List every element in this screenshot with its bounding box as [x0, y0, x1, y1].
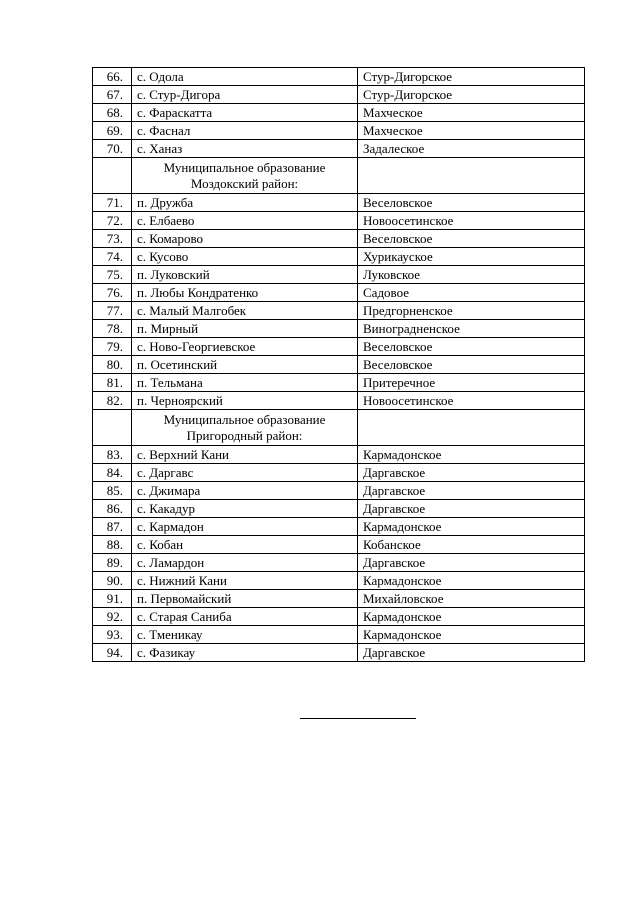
- empty-cell: [358, 158, 585, 194]
- rural-settlement: Стур-Дигорское: [358, 68, 585, 86]
- settlements-table: [92, 67, 585, 662]
- locality-name: с. Одола: [132, 68, 358, 86]
- row-number: 78.: [93, 320, 132, 338]
- closing-line: [300, 718, 416, 719]
- table-row: [93, 644, 585, 662]
- table-row: [93, 338, 585, 356]
- locality-name: с. Ламардон: [132, 554, 358, 572]
- locality-name: п. Первомайский: [132, 590, 358, 608]
- locality-name: с. Даргавс: [132, 464, 358, 482]
- table-row: [93, 446, 585, 464]
- table-row: [93, 266, 585, 284]
- locality-name: п. Любы Кондратенко: [132, 284, 358, 302]
- table-row: [93, 626, 585, 644]
- locality-name: с. Фазикау: [132, 644, 358, 662]
- table-row: [93, 590, 585, 608]
- row-number: 89.: [93, 554, 132, 572]
- row-number: 67.: [93, 86, 132, 104]
- rural-settlement: Веселовское: [358, 356, 585, 374]
- locality-name: с. Кусово: [132, 248, 358, 266]
- locality-name: с. Фараскатта: [132, 104, 358, 122]
- rural-settlement: Даргавское: [358, 500, 585, 518]
- table-row: [93, 68, 585, 86]
- row-number: 69.: [93, 122, 132, 140]
- rural-settlement: Хурикауское: [358, 248, 585, 266]
- rural-settlement: Кармадонское: [358, 518, 585, 536]
- table-row: [93, 104, 585, 122]
- rural-settlement: Кармадонское: [358, 572, 585, 590]
- locality-name: с. Малый Малгобек: [132, 302, 358, 320]
- rural-settlement: Даргавское: [358, 554, 585, 572]
- rural-settlement: Кармадонское: [358, 608, 585, 626]
- table-row: [93, 320, 585, 338]
- locality-name: п. Луковский: [132, 266, 358, 284]
- locality-name: с. Комарово: [132, 230, 358, 248]
- rural-settlement: Кармадонское: [358, 446, 585, 464]
- locality-name: с. Ново-Георгиевское: [132, 338, 358, 356]
- table-row: [93, 518, 585, 536]
- locality-name: п. Тельмана: [132, 374, 358, 392]
- row-number: 83.: [93, 446, 132, 464]
- table-row: [93, 500, 585, 518]
- row-number: 88.: [93, 536, 132, 554]
- table-row: [93, 248, 585, 266]
- row-number: 77.: [93, 302, 132, 320]
- table-row: [93, 554, 585, 572]
- locality-name: с. Старая Саниба: [132, 608, 358, 626]
- locality-name: с. Тменикау: [132, 626, 358, 644]
- locality-name: с. Стур-Дигора: [132, 86, 358, 104]
- row-number: 84.: [93, 464, 132, 482]
- row-number: 66.: [93, 68, 132, 86]
- row-number: 81.: [93, 374, 132, 392]
- locality-name: с. Верхний Кани: [132, 446, 358, 464]
- rural-settlement: Веселовское: [358, 194, 585, 212]
- section-header-row: [93, 410, 585, 446]
- table-row: [93, 194, 585, 212]
- empty-cell: [93, 158, 132, 194]
- rural-settlement: Новоосетинское: [358, 212, 585, 230]
- row-number: 70.: [93, 140, 132, 158]
- section-header: Муниципальное образование Моздокский район:: [132, 158, 358, 194]
- rural-settlement: Веселовское: [358, 230, 585, 248]
- table-row: [93, 230, 585, 248]
- table-row: [93, 464, 585, 482]
- rural-settlement: Даргавское: [358, 482, 585, 500]
- row-number: 79.: [93, 338, 132, 356]
- table-row: [93, 284, 585, 302]
- table-row: [93, 374, 585, 392]
- rural-settlement: Луковское: [358, 266, 585, 284]
- section-header-row: [93, 158, 585, 194]
- rural-settlement: Новоосетинское: [358, 392, 585, 410]
- settlements-table-body: [93, 68, 585, 662]
- row-number: 91.: [93, 590, 132, 608]
- rural-settlement: Даргавское: [358, 644, 585, 662]
- rural-settlement: Даргавское: [358, 464, 585, 482]
- section-header: Муниципальное образование Пригородный район:: [132, 410, 358, 446]
- row-number: 85.: [93, 482, 132, 500]
- locality-name: с. Кобан: [132, 536, 358, 554]
- table-row: [93, 572, 585, 590]
- row-number: 74.: [93, 248, 132, 266]
- empty-cell: [93, 410, 132, 446]
- locality-name: п. Дружба: [132, 194, 358, 212]
- row-number: 80.: [93, 356, 132, 374]
- table-row: [93, 536, 585, 554]
- locality-name: с. Нижний Кани: [132, 572, 358, 590]
- rural-settlement: Садовое: [358, 284, 585, 302]
- row-number: 75.: [93, 266, 132, 284]
- table-row: [93, 86, 585, 104]
- table-row: [93, 356, 585, 374]
- rural-settlement: Предгорненское: [358, 302, 585, 320]
- rural-settlement: Махческое: [358, 122, 585, 140]
- locality-name: с. Джимара: [132, 482, 358, 500]
- row-number: 90.: [93, 572, 132, 590]
- rural-settlement: Виноградненское: [358, 320, 585, 338]
- rural-settlement: Кобанское: [358, 536, 585, 554]
- row-number: 72.: [93, 212, 132, 230]
- rural-settlement: Притеречное: [358, 374, 585, 392]
- locality-name: с. Елбаево: [132, 212, 358, 230]
- locality-name: с. Ханаз: [132, 140, 358, 158]
- locality-name: с. Фаснал: [132, 122, 358, 140]
- row-number: 71.: [93, 194, 132, 212]
- empty-cell: [358, 410, 585, 446]
- rural-settlement: Задалеское: [358, 140, 585, 158]
- row-number: 73.: [93, 230, 132, 248]
- table-row: [93, 302, 585, 320]
- locality-name: с. Какадур: [132, 500, 358, 518]
- table-row: [93, 608, 585, 626]
- row-number: 93.: [93, 626, 132, 644]
- row-number: 94.: [93, 644, 132, 662]
- table-row: [93, 140, 585, 158]
- locality-name: п. Черноярский: [132, 392, 358, 410]
- row-number: 86.: [93, 500, 132, 518]
- locality-name: п. Осетинский: [132, 356, 358, 374]
- row-number: 76.: [93, 284, 132, 302]
- table-row: [93, 392, 585, 410]
- locality-name: п. Мирный: [132, 320, 358, 338]
- rural-settlement: Стур-Дигорское: [358, 86, 585, 104]
- table-row: [93, 482, 585, 500]
- row-number: 82.: [93, 392, 132, 410]
- row-number: 68.: [93, 104, 132, 122]
- locality-name: с. Кармадон: [132, 518, 358, 536]
- rural-settlement: Михайловское: [358, 590, 585, 608]
- table-row: [93, 212, 585, 230]
- rural-settlement: Веселовское: [358, 338, 585, 356]
- row-number: 92.: [93, 608, 132, 626]
- rural-settlement: Махческое: [358, 104, 585, 122]
- row-number: 87.: [93, 518, 132, 536]
- table-row: [93, 122, 585, 140]
- rural-settlement: Кармадонское: [358, 626, 585, 644]
